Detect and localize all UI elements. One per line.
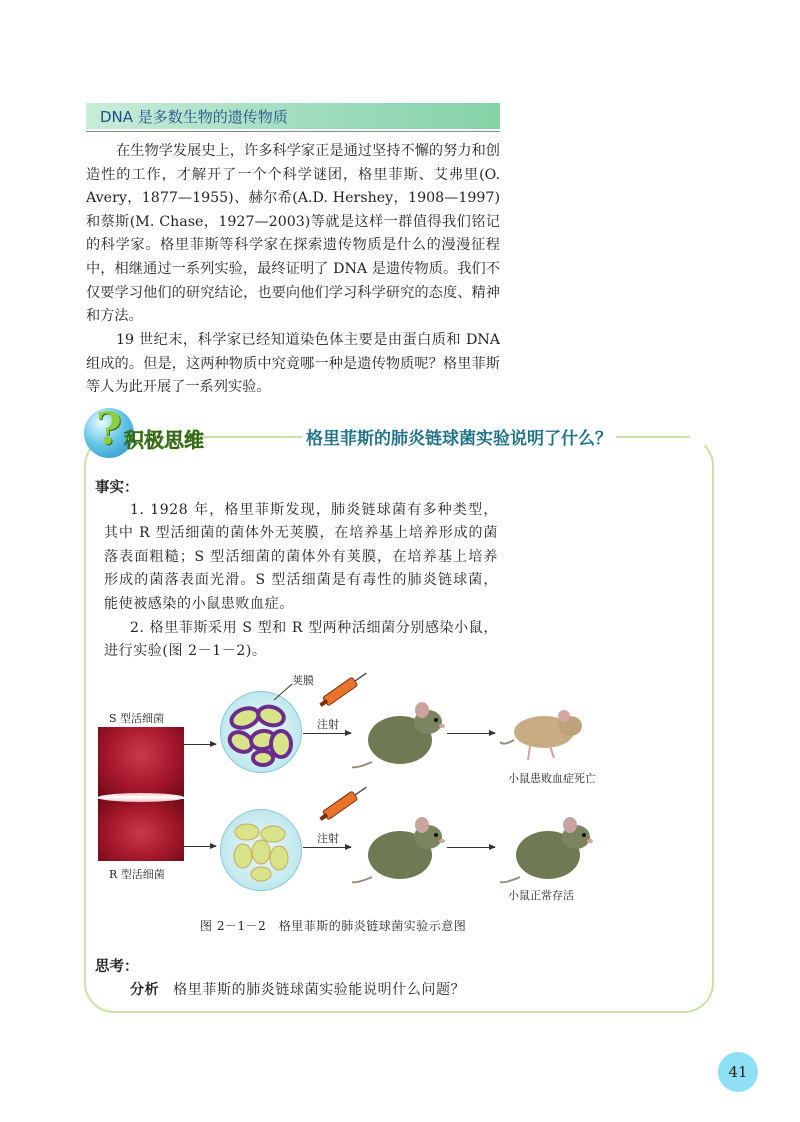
thinking-question: 格里菲斯的肺炎链球菌实验说明了什么？ [302, 424, 616, 449]
plate-divider [98, 793, 184, 802]
result-2-label: 小鼠正常存活 [508, 889, 574, 902]
s-strain-plate-image [98, 727, 184, 797]
inject-label-2: 注射 [317, 832, 339, 845]
fact-2 [104, 617, 498, 664]
page-number: 41 [718, 1052, 758, 1092]
dead-mouse-image [500, 706, 590, 764]
paragraph-2-text: 19 世纪末，科学家已经知道染色体主要是由蛋白质和 DNA 组成的。但是，这两种物质中究竟哪一种是遗传物质呢？格里菲斯等人为此开展了一系列实验。 [86, 332, 500, 396]
inject-label-1: 注射 [317, 718, 339, 731]
mouse-injected-r-image [352, 815, 448, 887]
capsule-leader-line [272, 682, 294, 702]
arrow-plate-to-s-cells [184, 744, 216, 745]
result-1-label: 小鼠患败血症死亡 [508, 772, 596, 785]
thinking-label: 积极思维 [124, 428, 204, 452]
r-bacteria-cells-image [220, 809, 302, 891]
figure-caption: 图 2－1－2 格里菲斯的肺炎链球菌实验示意图 [200, 919, 467, 933]
fact-2-text: 2. 格里菲斯采用 S 型和 R 型两种活细菌分别感染小鼠，进行实验(图 2－1－2)。 [104, 620, 498, 660]
r-strain-plate-image [98, 799, 184, 861]
s-strain-label: S 型活细菌 [109, 712, 165, 725]
capsule-label: 荚膜 [292, 674, 314, 687]
r-strain-label: R 型活细菌 [109, 868, 165, 881]
section-divider [86, 131, 500, 132]
analysis-text: 格里菲斯的肺炎链球菌实验能说明什么问题？ [173, 982, 466, 998]
arrow-inject-1 [303, 733, 351, 734]
s-bacteria-cells-image [220, 691, 302, 773]
r-cells-drawing [221, 810, 301, 890]
paragraph-1 [86, 140, 500, 329]
section-title: DNA 是多数生物的遗传物质 [100, 108, 288, 126]
fact-1-text: 1. 1928 年，格里菲斯发现，肺炎链球菌有多种类型，其中 R 型活细菌的菌体外无荚膜，在培养基上培养形成的菌落表面粗糙；S 型活细菌的菌体外有荚膜，在培养基上培养形成的菌落表面光滑。S 型活细菌是有毒性的肺炎链球菌，能使被感染的小鼠患败血症。 [104, 502, 498, 612]
analysis-label: 分析 [130, 982, 160, 998]
arrow-inject-2 [303, 847, 351, 848]
paragraph-1-text: 在生物学发展史上，许多科学家正是通过坚持不懈的努力和创造性的工作，才解开了一个个科学谜团，格里菲斯、艾弗里(O. Avery，1877—1955)、赫尔希(A.D. Hershey，1908—1997)和蔡斯(M. Chase，1927—2003)等就是这样一群值得我们铭记的科学家。格里菲斯等科学家在探索遗传物质是什么的漫漫征程中，相继通过一系列实验，最终证明了 DNA 是遗传物质。我们不仅要学习他们的研究结论，也要向他们学习科学研究的态度、精神和方法。 [86, 143, 500, 325]
facts-heading: 事实： [95, 480, 139, 496]
mouse-injected-s-image [352, 700, 448, 772]
paragraph-2 [86, 329, 500, 400]
arrow-result-1 [447, 733, 495, 734]
analysis-line [130, 979, 465, 999]
question-mark-glyph: ? [96, 404, 122, 455]
living-mouse-image [500, 815, 596, 887]
s-cells-drawing [221, 692, 301, 772]
arrow-result-2 [447, 847, 495, 848]
think-heading: 思考： [95, 959, 139, 975]
fact-1 [104, 499, 498, 616]
arrow-plate-to-r-cells [184, 846, 216, 847]
